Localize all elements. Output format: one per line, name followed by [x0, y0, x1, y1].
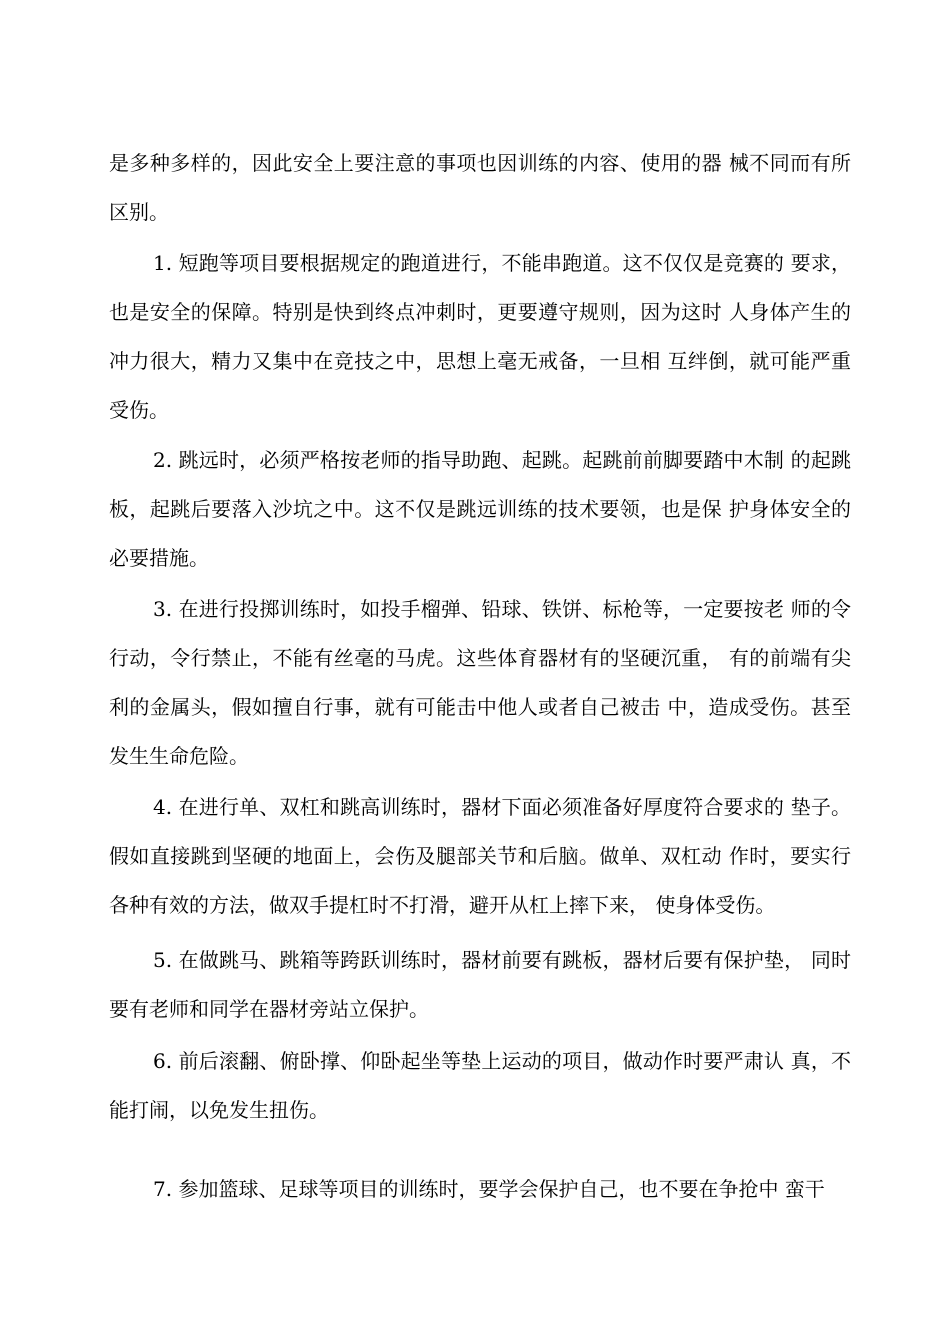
- paragraph-item-6: 6. 前后滚翻、俯卧撑、仰卧起坐等垫上运动的项目，做动作时要严肃认 真，不能打闹，以免发生扭伤。: [109, 1049, 851, 1122]
- paragraph-item-2: 2. 跳远时，必须严格按老师的指导助跑、起跳。起跳前前脚要踏中木制 的起跳板，起跳后要落入沙坑之中。这不仅是跳远训练的技术要领，也是保 护身体安全的必要措施。: [109, 448, 851, 570]
- paragraph-item-4: 4. 在进行单、双杠和跳高训练时，器材下面必须准备好厚度符合要求的 垫子。假如直接跳到坚硬的地面上，会伤及腿部关节和后脑。做单、双杠动 作时，要实行各种有效的方法，做双手提杠时不打滑，避开从杠上摔下来， 使身体受伤。: [109, 795, 851, 917]
- paragraph-item-3: 3. 在进行投掷训练时，如投手榴弹、铅球、铁饼、标枪等，一定要按老 师的令行动，令行禁止，不能有丝毫的马虎。这些体育器材有的坚硬沉重， 有的前端有尖利的金属头，假如擅自行事，就有可能击中他人或者自己被击 中，造成受伤。甚至发生生命危险。: [109, 597, 851, 768]
- paragraph-item-5: 5. 在做跳马、跳箱等跨跃训练时，器材前要有跳板，器材后要有保护垫， 同时要有老师和同学在器材旁站立保护。: [109, 948, 851, 1021]
- paragraph-intro: 是多种多样的，因此安全上要注意的事项也因训练的内容、使用的器 械不同而有所区别。: [109, 151, 851, 224]
- paragraph-item-1: 1. 短跑等项目要根据规定的跑道进行，不能串跑道。这不仅仅是竞赛的 要求，也是安全的保障。特别是快到终点冲刺时，更要遵守规则，因为这时 人身体产生的冲力很大，精力又集中在竞技之中，思想上毫无戒备，一旦相 互绊倒，就可能严重受伤。: [109, 251, 851, 422]
- paragraph-item-7: 7. 参加篮球、足球等项目的训练时，要学会保护自己，也不要在争抢中 蛮干: [153, 1177, 825, 1201]
